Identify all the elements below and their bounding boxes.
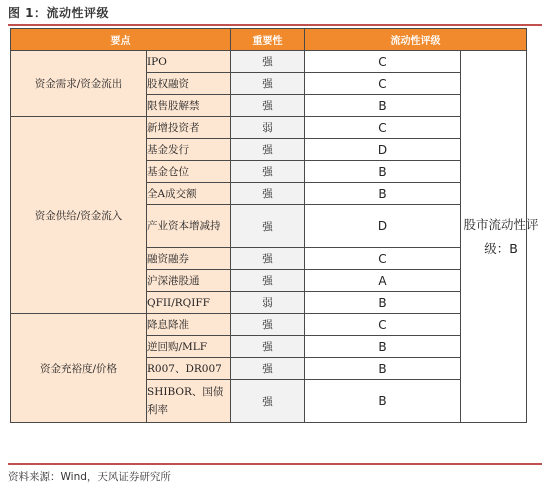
importance-cell: 强	[231, 205, 305, 248]
grade-cell: C	[305, 314, 461, 336]
importance-cell: 强	[231, 380, 305, 423]
figure-title: 图 1：流动性评级	[8, 6, 110, 20]
factor-cell: 全A成交额	[147, 183, 231, 205]
importance-cell: 弱	[231, 292, 305, 314]
importance-cell: 强	[231, 183, 305, 205]
top-rule	[8, 24, 542, 26]
importance-cell: 弱	[231, 117, 305, 139]
factor-cell: 产业资本增减持	[147, 205, 231, 248]
grade-cell: B	[305, 336, 461, 358]
grade-cell: D	[305, 139, 461, 161]
importance-cell: 强	[231, 358, 305, 380]
table-row	[11, 314, 527, 336]
factor-cell: SHIBOR、国债利率	[147, 380, 231, 423]
importance-cell: 强	[231, 51, 305, 73]
factor-cell: 融资融券	[147, 248, 231, 270]
grade-cell: A	[305, 270, 461, 292]
category-cell: 资金需求/资金流出	[11, 51, 147, 117]
grade-cell: B	[305, 183, 461, 205]
category-cell: 资金供给/资金流入	[11, 117, 147, 314]
grade-cell: B	[305, 358, 461, 380]
header-importance: 重要性	[231, 29, 305, 51]
importance-cell: 强	[231, 95, 305, 117]
factor-cell: IPO	[147, 51, 231, 73]
grade-cell: B	[305, 292, 461, 314]
importance-cell: 强	[231, 336, 305, 358]
category-cell: 资金充裕度/价格	[11, 314, 147, 423]
importance-cell: 强	[231, 73, 305, 95]
header-points: 要点	[11, 29, 231, 51]
header-rating: 流动性评级	[305, 29, 527, 51]
importance-cell: 强	[231, 314, 305, 336]
table-row	[11, 117, 527, 139]
grade-cell: D	[305, 205, 461, 248]
importance-cell: 强	[231, 270, 305, 292]
importance-cell: 强	[231, 139, 305, 161]
grade-cell: B	[305, 380, 461, 423]
grade-cell: C	[305, 73, 461, 95]
importance-cell: 强	[231, 248, 305, 270]
factor-cell: R007、DR007	[147, 358, 231, 380]
factor-cell: 基金仓位	[147, 161, 231, 183]
table-header-row	[11, 29, 527, 51]
factor-cell: 新增投资者	[147, 117, 231, 139]
grade-cell: B	[305, 95, 461, 117]
grade-cell: B	[305, 161, 461, 183]
bottom-rule	[8, 463, 542, 465]
liquidity-rating-table	[10, 28, 539, 423]
factor-cell: QFII/RQIFF	[147, 292, 231, 314]
overall-rating-cell	[461, 51, 539, 423]
factor-cell: 逆回购/MLF	[147, 336, 231, 358]
grade-cell: C	[305, 117, 461, 139]
grade-cell: C	[305, 248, 461, 270]
factor-cell: 股权融资	[147, 73, 231, 95]
table-row	[11, 51, 527, 73]
factor-cell: 基金发行	[147, 139, 231, 161]
source-note: 资料来源：Wind，天风证券研究所	[8, 471, 171, 483]
factor-cell: 限售股解禁	[147, 95, 231, 117]
factor-cell: 降息降准	[147, 314, 231, 336]
importance-cell: 强	[231, 161, 305, 183]
factor-cell: 沪深港股通	[147, 270, 231, 292]
overall-rating-text: 股市流动性评级：B	[463, 216, 539, 256]
grade-cell: C	[305, 51, 461, 73]
